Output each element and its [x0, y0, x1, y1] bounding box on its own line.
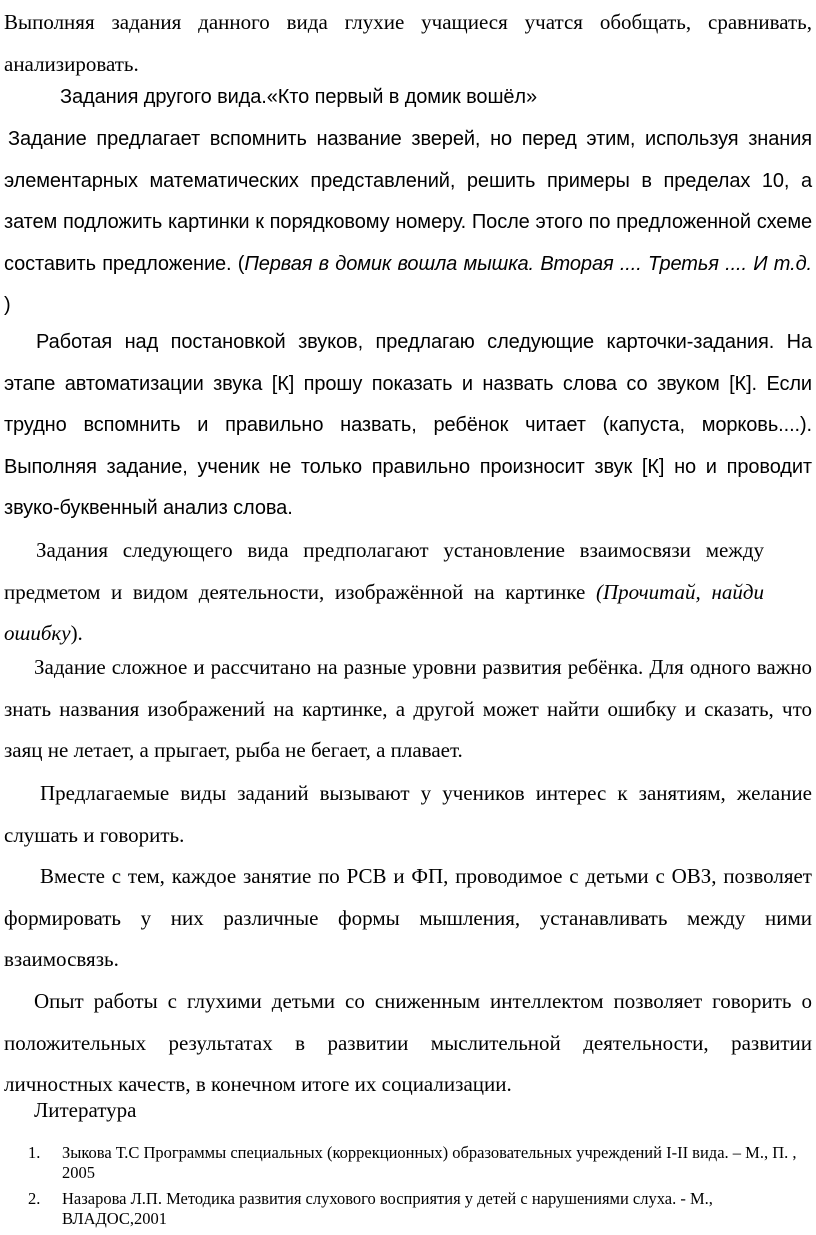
- list-item: [0, 1143, 816, 1183]
- literature-list: [0, 1143, 816, 1235]
- relation-task-end: ).: [70, 621, 83, 645]
- animals-task-example: Первая в домик вошла мышка. Вторая .... Третья .... И т.д.: [244, 252, 812, 275]
- list-item-number: 1.: [28, 1143, 41, 1162]
- paragraph-animals-task: [4, 119, 812, 327]
- list-item-text: Назарова Л.П. Методика развития слухового восприятия у детей с нарушениями слуха. - М., ВЛАДОС,2001: [62, 1189, 713, 1228]
- paragraph-generalize: Выполняя задания данного вида глухие учащиеся учатся обобщать, сравнивать, анализировать.: [4, 10, 812, 76]
- list-item: [0, 1189, 816, 1229]
- experience-text: Опыт работы с глухими детьми со сниженным интеллектом позволяет говорить о положительных результатах в развитии мыслительной деятельности, развитии личностных качеств, в конечном итоге их социализации.: [4, 989, 812, 1096]
- paragraph-thinking: [4, 856, 812, 981]
- relation-task-text: Задания следующего вида предполагают установление взаимосвязи между предметом и видом деятельности, изображённой на картинке: [4, 538, 764, 604]
- animals-task-end: ): [4, 294, 11, 316]
- sound-cards-text: Работая над постановкой звуков, предлагаю следующие карточки-задания. На этапе автоматизации звука [К] прошу показать и назвать слова со звуком [К]. Если трудно вспомнить и правильно назвать, ребёнок читает (капуста, морковь....). Выполняя задание, ученик не только правильно произносит звук [К] но и проводит звуко-буквенный анализ слова.: [4, 331, 812, 519]
- paragraph-interest: [4, 773, 812, 856]
- animals-task-text: Задание предлагает вспомнить название зверей, но перед этим, используя знания элементарных математических представлений, решить примеры в пределах 10, а затем подложить картинки к порядковому номеру. После этого по предложенной схеме составить предложение. (: [4, 128, 812, 275]
- list-item-text: Зыкова Т.С Программы специальных (коррекционных) образовательных учреждений I-II вида. – М., П. , 2005: [62, 1143, 797, 1182]
- paragraph-relation-task: [4, 530, 764, 655]
- thinking-text: Вместе с тем, каждое занятие по РСВ и ФП, проводимое с детьми с ОВЗ, позволяет формировать у них различные формы мышления, устанавливать между ними взаимосвязь.: [4, 864, 812, 971]
- relation-task-example: (Прочитай, найди ошибку: [4, 579, 764, 645]
- paragraph-complex-task: [4, 647, 812, 772]
- literature-heading: Литература: [34, 1098, 137, 1122]
- paragraph-experience: [4, 981, 812, 1106]
- paragraph-task-title: Задания другого вида.«Кто первый в домик вошёл»: [60, 86, 538, 108]
- complex-task-text: Задание сложное и рассчитано на разные уровни развития ребёнка. Для одного важно знать названия изображений на картинке, а другой может найти ошибку и сказать, что заяц не летает, а прыгает, рыба не бегает, а плавает.: [4, 655, 812, 762]
- interest-text: Предлагаемые виды заданий вызывают у учеников интерес к занятиям, желание слушать и говорить.: [4, 781, 812, 847]
- list-item-number: 2.: [28, 1189, 41, 1208]
- paragraph-sound-cards: [4, 322, 812, 530]
